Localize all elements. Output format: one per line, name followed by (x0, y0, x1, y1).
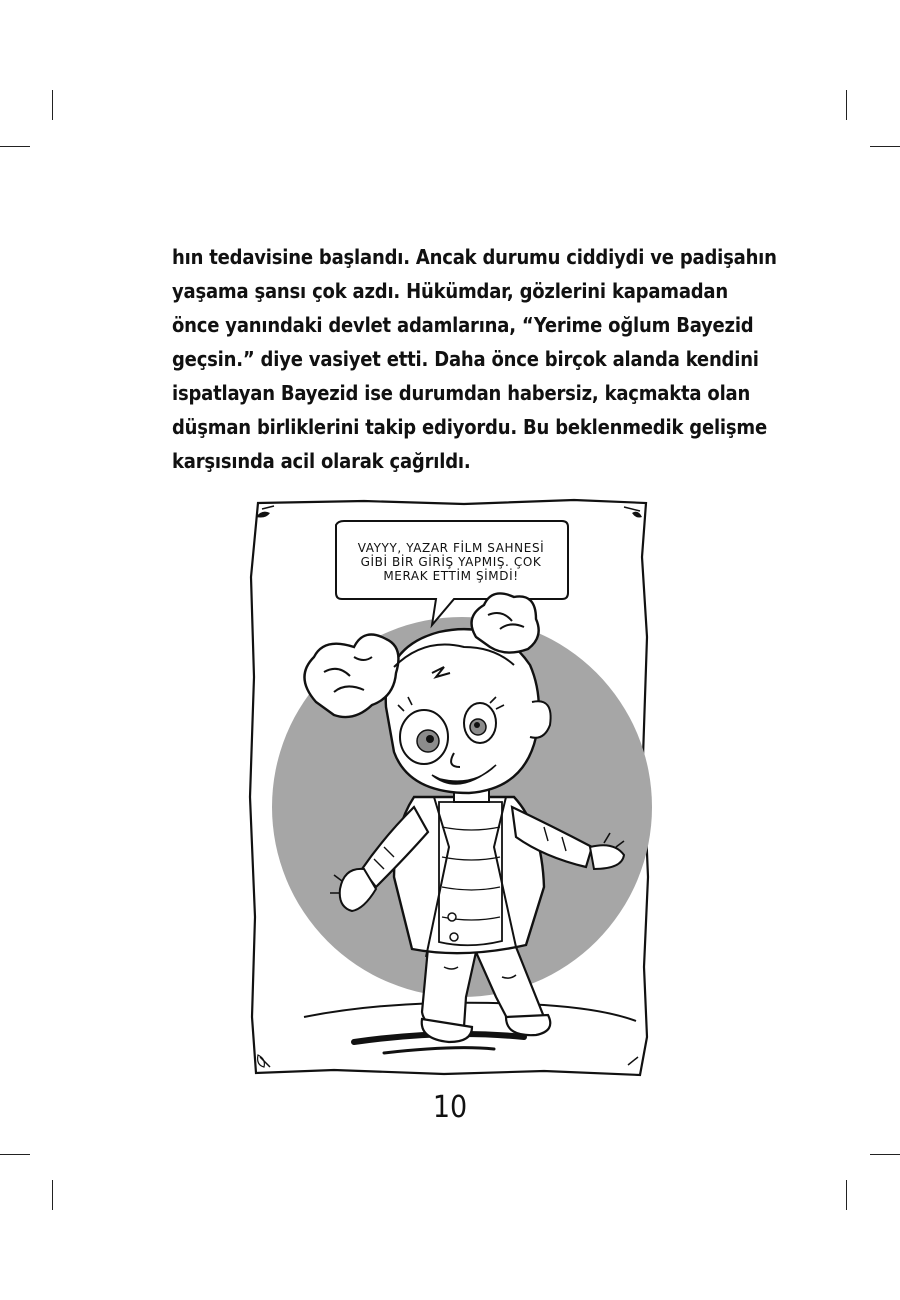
crop-mark (0, 146, 30, 147)
paragraph-line: düşman birliklerini takip ediyordu. Bu beklenmedik gelişme (172, 415, 767, 439)
girl-head (386, 629, 539, 793)
paragraph-line: geçsin.” diye vasiyet etti. Daha önce birçok alanda kendini (172, 347, 759, 371)
paragraph-line: ispatlayan Bayezid ise durumdan habersiz, kaçmakta olan (172, 381, 751, 405)
crop-mark (870, 1154, 900, 1155)
crop-mark (870, 146, 900, 147)
illustration-artwork (244, 497, 654, 1079)
crop-mark (846, 1180, 847, 1210)
comic-illustration (244, 497, 654, 1079)
speech-line: GİBİ BİR GİRİŞ YAPMIŞ. ÇOK (360, 555, 542, 569)
paragraph-line: karşısında acil olarak çağrıldı. (172, 449, 471, 473)
crop-mark (52, 90, 53, 120)
speech-line: MERAK ETTİM ŞİMDİ! (383, 569, 519, 583)
crop-mark (52, 1180, 53, 1210)
body-paragraph (172, 240, 777, 478)
paragraph-line: hın tedavisine başlandı. Ancak durumu ciddiydi ve padişahın (172, 245, 777, 269)
paragraph-line: önce yanındaki devlet adamlarına, “Yerime oğlum Bayezid (172, 313, 754, 337)
crop-mark (0, 1154, 30, 1155)
speech-line: VAYYY, YAZAR FİLM SAHNESİ (357, 541, 545, 555)
speech-bubble-text (336, 541, 566, 583)
page-number: 10 (432, 1090, 468, 1125)
paragraph-line: yaşama şansı çok azdı. Hükümdar, gözlerini kapamadan (172, 279, 728, 303)
crop-mark (846, 90, 847, 120)
